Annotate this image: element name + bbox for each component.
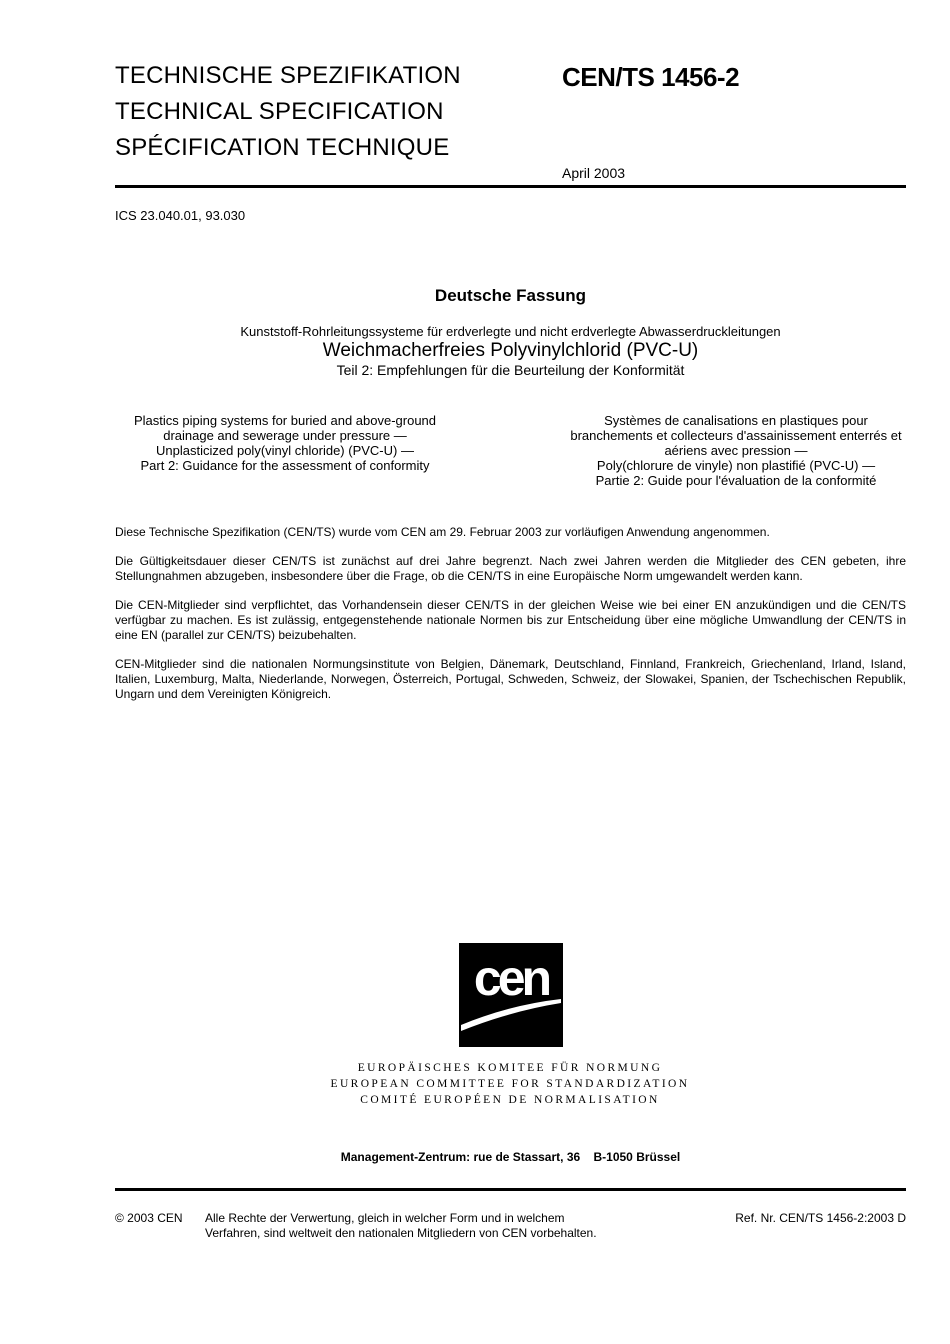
spec-type-de: TECHNISCHE SPEZIFIKATION: [115, 62, 461, 89]
copyright: © 2003 CEN: [115, 1211, 183, 1225]
cen-logo-text: cen: [473, 950, 549, 1006]
ics-code: ICS 23.040.01, 93.030: [115, 208, 246, 223]
spec-type-en: TECHNICAL SPECIFICATION: [115, 98, 444, 125]
rights-line: Verfahren, sind weltweit den nationalen Mitgliedern von CEN vorbehalten.: [205, 1226, 597, 1240]
validity-paragraph: Die Gültigkeitsdauer dieser CEN/TS ist zunächst auf drei Jahre begrenzt. Nach zwei Jahren werden die Mitglieder des CEN gebeten, ihre Stellungnahmen abzugeben, insbesondere über die Frage, ob die CEN/TS in eine Europäische Norm umgewandelt werden kann.: [115, 554, 906, 583]
title-en-line: drainage and sewerage under pressure —: [163, 428, 407, 443]
header-rule: [115, 185, 906, 188]
spec-type-fr: SPÉCIFICATION TECHNIQUE: [115, 134, 450, 161]
title-en-line: Unplasticized poly(vinyl chloride) (PVC-U) —: [156, 443, 414, 458]
cen-names: [300, 1060, 720, 1108]
publication-date: April 2003: [562, 165, 626, 181]
title-de-part: Teil 2: Empfehlungen für die Beurteilung der Konformität: [336, 362, 685, 378]
english-title: [115, 413, 455, 473]
reference-number: Ref. Nr. CEN/TS 1456-2:2003 D: [735, 1211, 906, 1225]
spec-type-titles: [115, 58, 461, 166]
title-fr-line: aériens avec pression —: [664, 443, 808, 458]
members-paragraph: CEN-Mitglieder sind die nationalen Normungsinstitute von Belgien, Dänemark, Deutschland, Finnland, Frankreich, Griechenland, Irland, Island, Italien, Luxemburg, Malta, Niederlande, Norwegen, Österreich, Portugal, Schweden, Schweiz, der Slowakei, Spanien, der Tschechischen Republik, Ungarn und dem Vereinigten Königreich.: [115, 657, 906, 701]
footer-rule: [115, 1188, 906, 1191]
title-fr-line: Systèmes de canalisations en plastiques pour: [604, 413, 868, 428]
obligation-paragraph: Die CEN-Mitglieder sind verpflichtet, das Vorhandensein dieser CEN/TS in der gleichen Weise wie bei einer EN anzukündigen und die CEN/TS verfügbar zu machen. Es ist zulässig, entgegenstehende nationale Normen bis zur Entscheidung über eine mögliche Umwandlung der CEN/TS in eine EN (parallel zur CEN/TS) beizubehalten.: [115, 598, 906, 642]
management-centre: Management-Zentrum: rue de Stassart, 36 B-1050 Brüssel: [340, 1150, 681, 1164]
cen-name-en: EUROPEAN COMMITTEE FOR STANDARDIZATION: [330, 1078, 690, 1090]
adoption-paragraph: Diese Technische Spezifikation (CEN/TS) wurde vom CEN am 29. Februar 2003 zur vorläufigen Anwendung angenommen.: [115, 525, 770, 539]
cen-logo-mark: [459, 943, 563, 1047]
legal-notice: [115, 525, 906, 716]
title-fr-line: Partie 2: Guide pour l'évaluation de la conformité: [595, 473, 877, 488]
title-de-main: Kunststoff-Rohrleitungssysteme für erdverlegte und nicht erdverlegte Abwasserdruckleitungen: [240, 324, 781, 339]
cen-name-fr: COMITÉ EUROPÉEN DE NORMALISATION: [360, 1094, 660, 1106]
rights-line: Alle Rechte der Verwertung, gleich in welcher Form und in welchem: [205, 1211, 565, 1225]
cen-name-de: EUROPÄISCHES KOMITEE FÜR NORMUNG: [357, 1062, 663, 1074]
title-en-line: Part 2: Guidance for the assessment of conformity: [140, 458, 430, 473]
french-title: [562, 413, 910, 488]
title-fr-line: branchements et collecteurs d'assainissement enterrés et: [570, 428, 902, 443]
cen-logo: [459, 943, 563, 1047]
title-fr-line: Poly(chlorure de vinyle) non plastifié (PVC-U) —: [596, 458, 876, 473]
rights-notice: [205, 1211, 597, 1241]
title-en-line: Plastics piping systems for buried and above-ground: [133, 413, 437, 428]
german-title-block: [115, 285, 906, 378]
document-number: CEN/TS 1456-2: [562, 62, 740, 92]
edition-label: Deutsche Fassung: [434, 286, 587, 305]
title-de-complementary: Weichmacherfreies Polyvinylchlorid (PVC-U): [322, 340, 699, 361]
